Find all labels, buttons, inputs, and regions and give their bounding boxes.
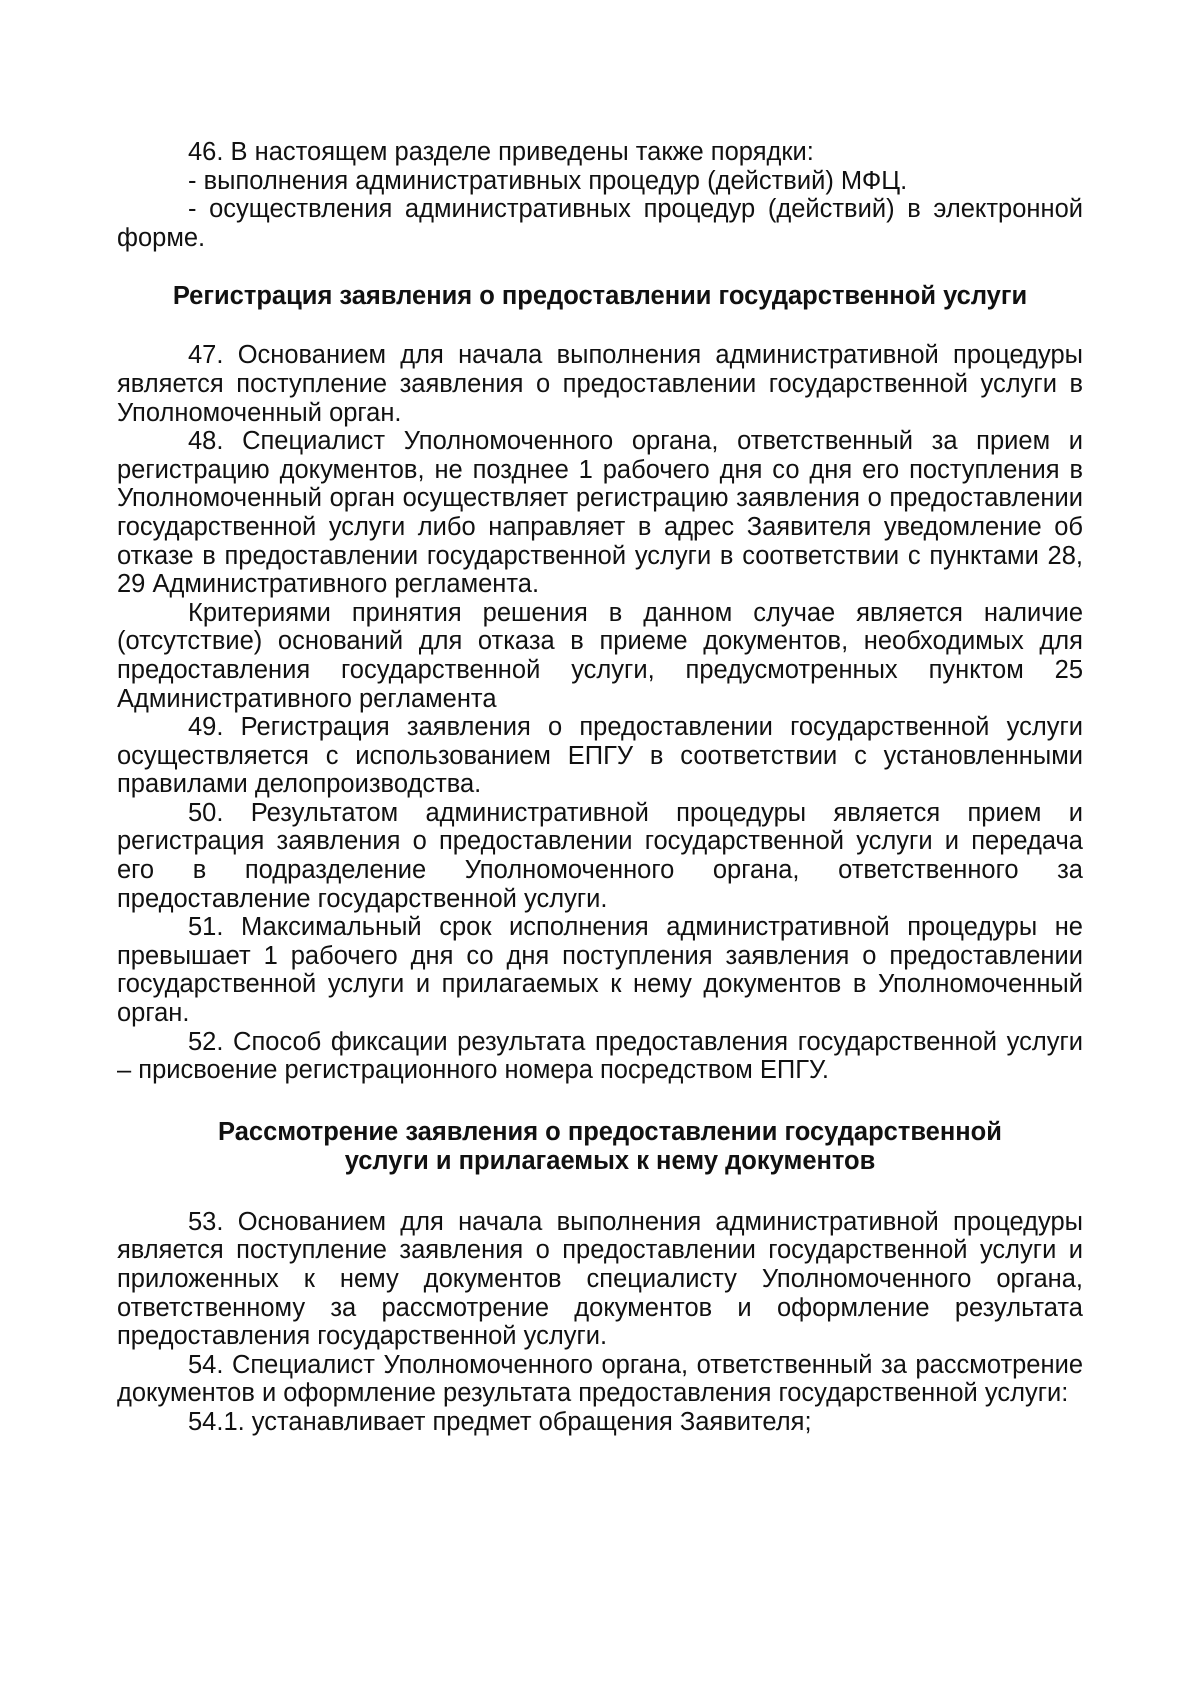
- paragraph-46-intro: 46. В настоящем разделе приведены также порядки:: [188, 138, 814, 166]
- paragraph-48: 48. Специалист Уполномоченного органа, ответственный за прием и регистрацию документов, не позднее 1 рабочего дня со дня его поступления в Уполномоченный орган осуществляет регистрацию заявления о предоставлении государственной услуги либо направляет в адрес Заявителя уведомление об отказе в предоставлении государственной услуги в соответствии с пунктами 28, 29 Административного регламента.: [117, 427, 1083, 599]
- paragraph-54: 54. Специалист Уполномоченного органа, ответственный за рассмотрение документов и оформление результата предоставления государственной услуги:: [117, 1350, 1083, 1408]
- paragraph-53: 53. Основанием для начала выполнения административной процедуры является поступление заявления о предоставлении государственной услуги и приложенных к нему документов специалисту Уполномоченного органа, ответственному за рассмотрение документов и оформление результата предоставления государственной услуги.: [117, 1207, 1083, 1351]
- paragraph-51: 51. Максимальный срок исполнения административной процедуры не превышает 1 рабочего дня со дня поступления заявления о предоставлении государственной услуги и прилагаемых к нему документов в Уполномоченный орган.: [117, 913, 1083, 1028]
- paragraph-48-criteria: Критериями принятия решения в данном случае является наличие (отсутствие) оснований для отказа в приеме документов, необходимых для предоставления государственной услуги, предусмотренных пунктом 25 Административного регламента: [117, 598, 1083, 713]
- paragraph-46-item-1: - выполнения административных процедур (действий) МФЦ.: [188, 166, 908, 195]
- paragraph-46-item-2: - осуществления административных процедур (действий) в электронной форме.: [117, 195, 1083, 252]
- paragraph-50: 50. Результатом административной процедуры является прием и регистрация заявления о предоставлении государственной услуги и передача его в подразделение Уполномоченного органа, ответственного за предоставление государственной услуги.: [117, 798, 1083, 913]
- paragraph-52: 52. Способ фиксации результата предоставления государственной услуги – присвоение регистрационного номера посредством ЕПГУ.: [117, 1027, 1083, 1085]
- section-heading-registration: Регистрация заявления о предоставлении государственной услуги: [172, 282, 1028, 311]
- section-heading-review: [117, 1118, 1083, 1176]
- paragraph-47: 47. Основанием для начала выполнения административной процедуры является поступление заявления о предоставлении государственной услуги в Уполномоченный орган.: [117, 341, 1083, 427]
- section-heading-review-line-1: Рассмотрение заявления о предоставлении государственной: [218, 1117, 1002, 1146]
- paragraph-54-1: 54.1. устанавливает предмет обращения Заявителя;: [188, 1407, 812, 1436]
- paragraph-49: 49. Регистрация заявления о предоставлении государственной услуги осуществляется с использованием ЕПГУ в соответствии с установленными правилами делопроизводства.: [117, 713, 1083, 799]
- document-page: [117, 138, 1083, 1437]
- section-heading-review-line-2: услуги и прилагаемых к нему документов: [344, 1146, 876, 1175]
